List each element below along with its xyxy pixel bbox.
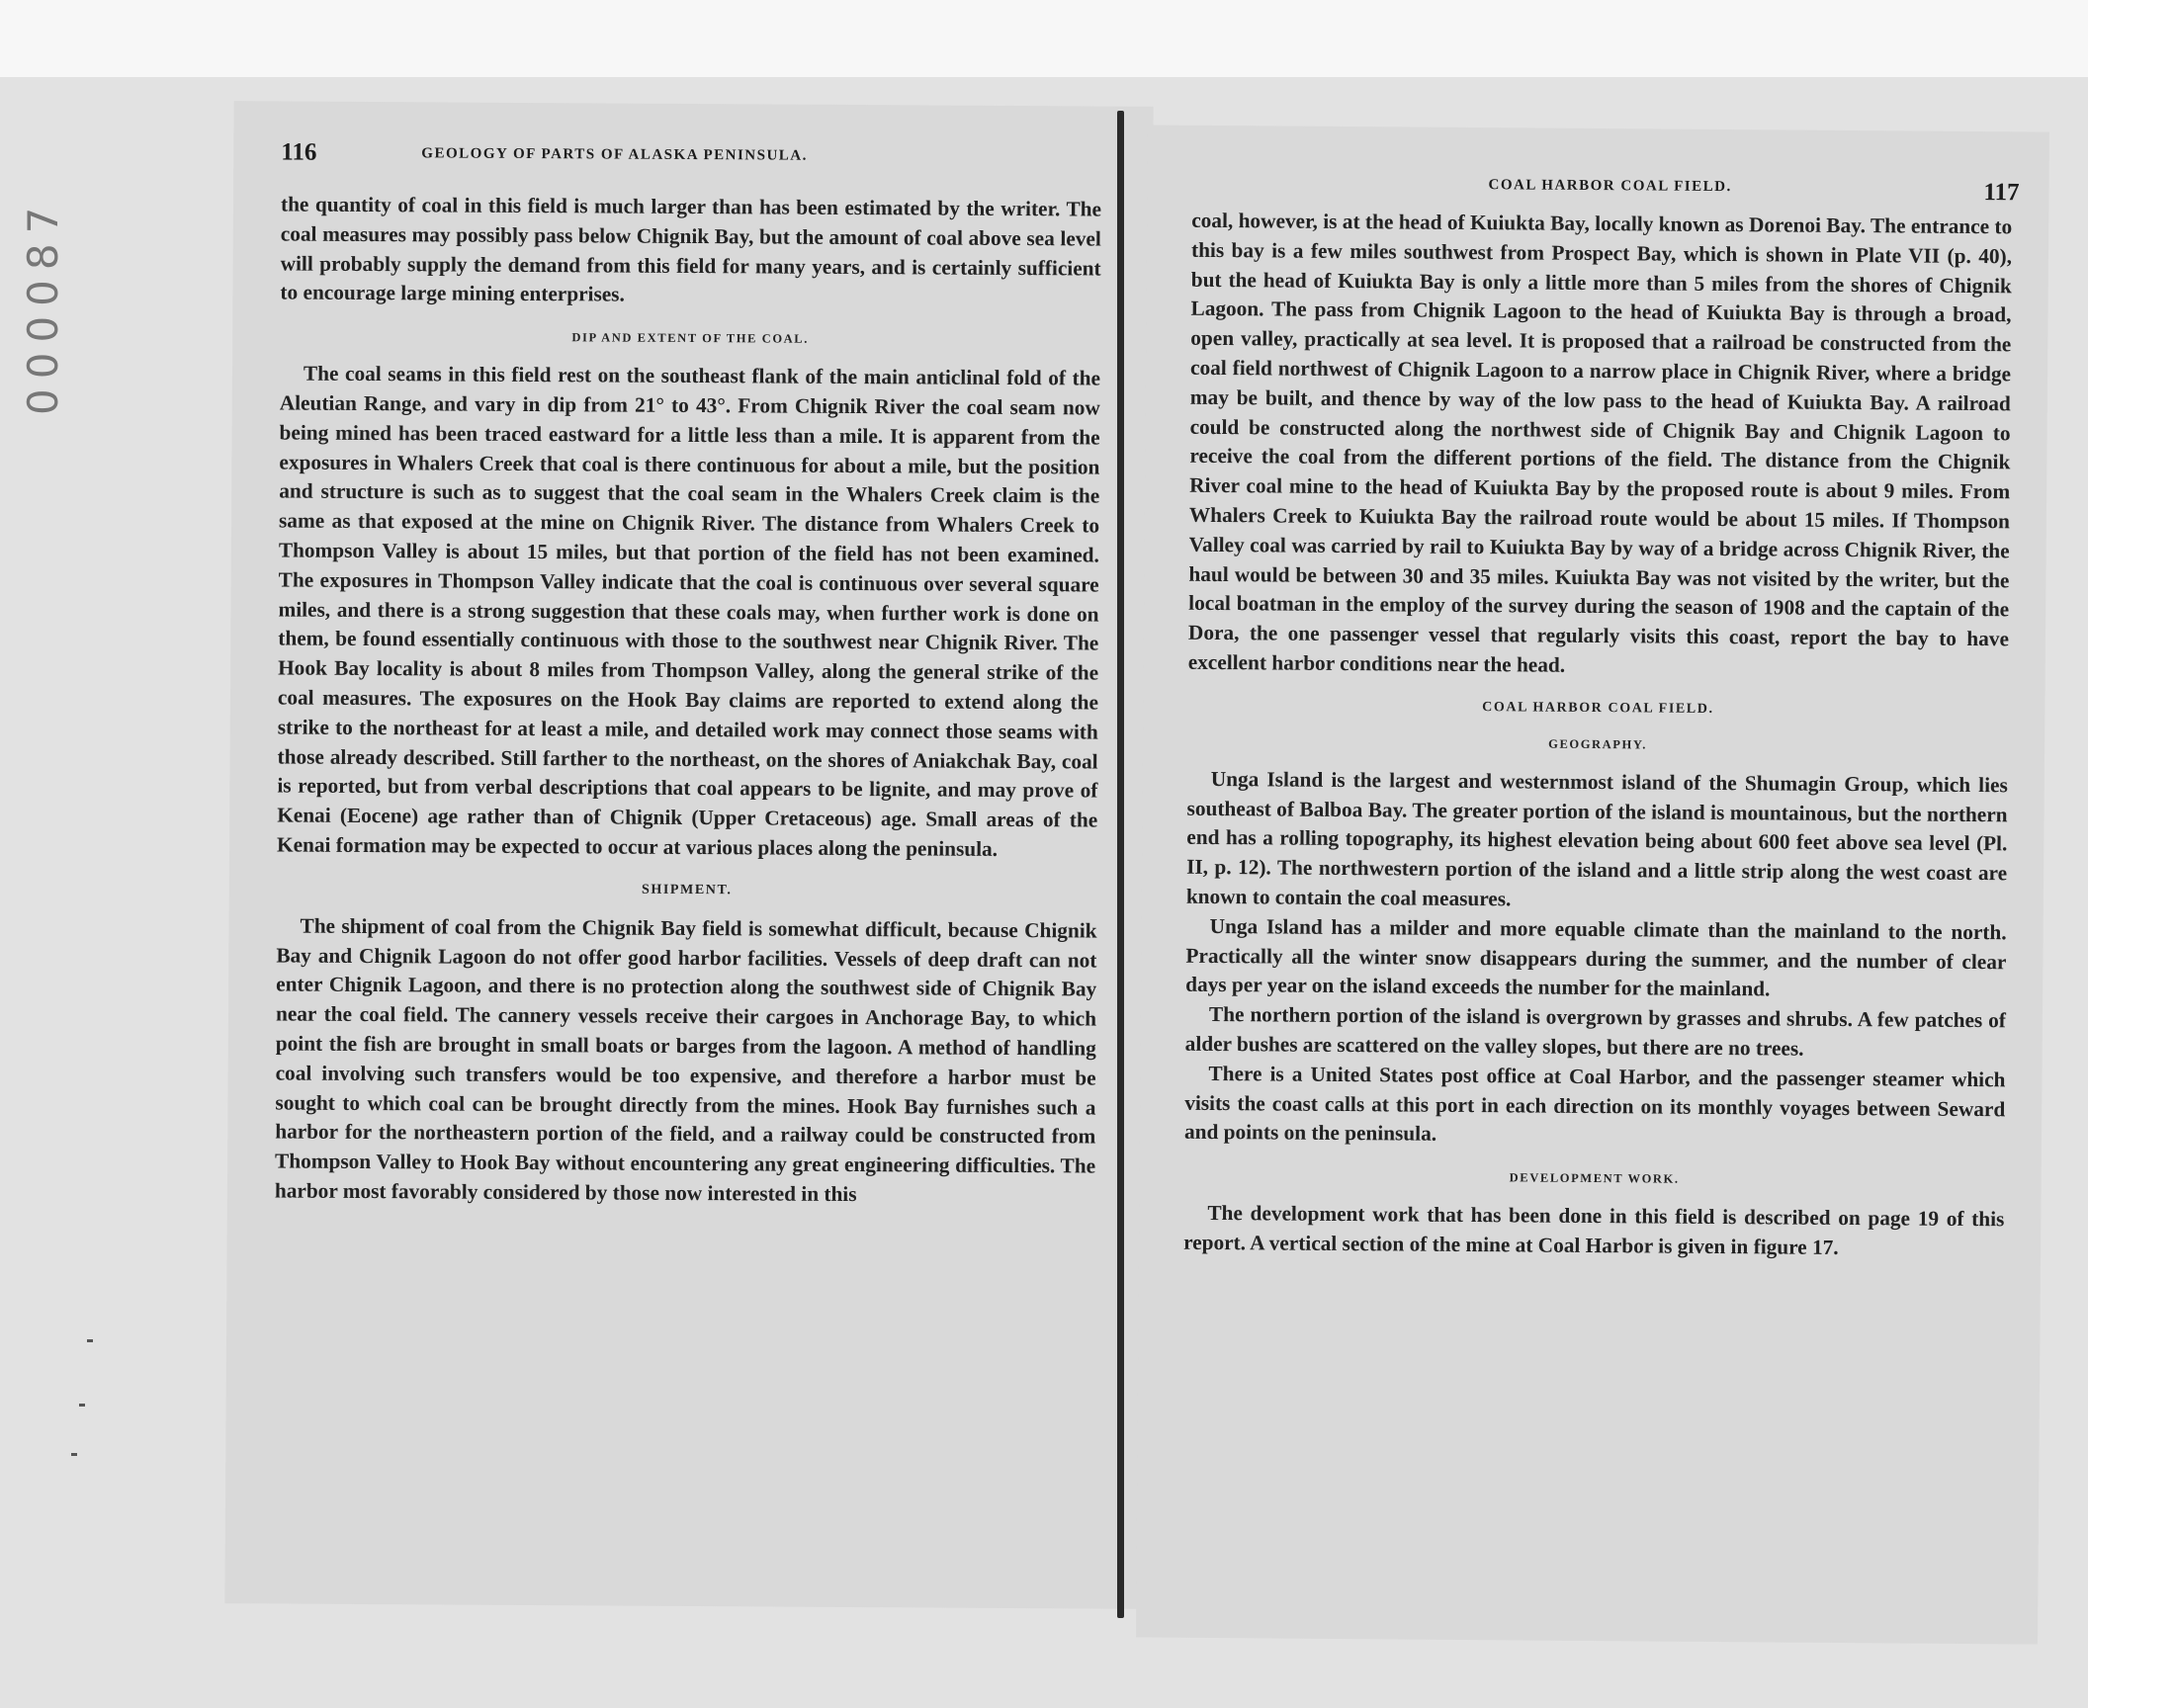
left-page-body xyxy=(275,190,1101,1211)
dip-extent-paragraph: The coal seams in this field rest on the southeast flank of the main anticlinal fold of the Aleutian Range, and vary in dip from 21° to 43°. From Chignik River the coal seam now being mined has been traced eastward for a little less than a mile. It is apparent from the exposures in Whalers Creek that coal is there continuous for about a mile, but the position and structure is such as to suggest that the coal seam in the Whalers Creek claim is the same as that exposed at the mine on Chignik River. The distance from Whalers Creek to Thompson Valley is about 15 miles, but that portion of the field has not been examined. The exposures in Thompson Valley indicate that the coal is continuous over several square miles, and there is a strong suggestion that these coals may, when further work is done on them, be found essentially continuous with those to the southwest near Chignik River. The Hook Bay locality is about 8 miles from Thompson Valley, along the general strike of the coal measures. The exposures on the Hook Bay claims are reported to extend along the strike to the northeast for at least a mile, and detailed work may connect those seams with those already described. Still farther to the northeast, on the shores of Aniakchak Bay, coal is reported, but from verbal descriptions that coal appears to be lignite, and may prove of Kenai (Eocene) age rather than of Chignik (Upper Cretaceous) age. Small areas of the Kenai formation may be expected to occur at various places along the peninsula. xyxy=(276,361,1101,861)
geography-paragraph-4: There is a United States post office at Coal Harbor, and the passenger steamer which visits the coast calls at this port in each direction on its monthly voyages between Seward and points on the peninsula. xyxy=(1183,1061,2006,1147)
binding-gutter xyxy=(1117,111,1124,1618)
right-page xyxy=(1136,125,2049,1644)
shipment-heading: SHIPMENT. xyxy=(641,882,733,898)
geography-paragraph-1: Unga Island is the largest and westernmost island of the Shumagin Group, which lies southeast of Balboa Bay. The greater portion of the island is mountainous, but the northern end has a rolling topography, its highest elevation being about 600 feet above sea level (Pl. II, p. 12). The northwestern portion of the island and a little strip along the west coast are known to contain the coal measures. xyxy=(1185,766,2008,911)
shipment-paragraph: The shipment of coal from the Chignik Bay field is somewhat difficult, because Chignik Bay and Chignik Lagoon do not offer good harbor facilities. Vessels of deep draft can not enter Chignik Lagoon, and there is no protection along the southwest side of Chignik Bay near the coal field. The cannery vessels receive their cargoes in Anchorage Bay, to which point the fish are brought in small boats or barges from the lagoon. A method of handling coal involving such transfers would be too expensive, and therefore a harbor must be sought to which coal can be brought directly from the mines. Hook Bay furnishes such a harbor for the northeastern portion of the field, and a railway could be constructed from Thompson Valley to Hook Bay without encountering any great engineering difficulties. The harbor most favorably considered by those now interested in this xyxy=(274,913,1097,1206)
right-opening-paragraph: coal, however, is at the head of Kuiukta Bay, locally known as Dorenoi Bay. The entrance to this bay is a few miles southwest from Prospect Bay, which is shown in Plate VII (p. 40), but the head of Kuiukta Bay is only a little more than 5 miles from the shores of Chignik Lagoon. The pass from Chignik Lagoon to the head of Kuiukta Bay is through a broad, open valley, practically at sea level. It is proposed that a railroad be constructed from the coal field northwest of Chignik Lagoon to a narrow place in Chignik River, where a bridge may be built, and thence by way of the low pass to the head of Kuiukta Bay. A railroad could be constructed along the northwest side of Chignik Bay and Chignik Lagoon to receive the coal from the different portions of the field. The distance from the Chignik River coal mine to the head of Kuiukta Bay by the proposed route is about 9 miles. From Whalers Creek to Kuiukta Bay the railroad route would be about 15 miles. If Thompson Valley coal was carried by rail to Kuiukta Bay by way of a bridge across Chignik River, the haul would be between 30 and 35 miles. Kuiukta Bay was not visited by the writer, but the local boatman in the employ of the survey during the season of 1908 and the captain of the Dora, the one passenger vessel that regularly visits this coast, report the bay to have excellent harbor conditions near the head. xyxy=(1187,208,2013,677)
development-work-paragraph: The development work that has been done in this field is described on page 19 of this report. A vertical section of the mine at Coal Harbor is given in figure 17. xyxy=(1183,1201,2005,1259)
geography-heading: GEOGRAPHY. xyxy=(1548,736,1648,752)
dip-extent-heading: DIP AND EXTENT OF THE COAL. xyxy=(571,330,809,346)
archive-stamp-number: 000087 xyxy=(19,197,67,415)
left-opening-paragraph: the quantity of coal in this field is much larger than has been estimated by the writer. The coal measures may possibly pass below Chignik Bay, but the amount of coal above sea level will probably supply the demand from this field for many years, and is certainly sufficient to encourage large mining enterprises. xyxy=(280,192,1102,306)
archive-stamp xyxy=(14,197,73,415)
geography-paragraph-2: Unga Island has a milder and more equable climate than the mainland to the north. Practically all the winter snow disappears during the summer, and the number of clear days per year on the island exceeds the number for the mainland. xyxy=(1185,913,2007,1001)
edge-mark xyxy=(79,1404,85,1407)
right-page-body xyxy=(1183,207,2012,1264)
left-page xyxy=(224,101,1153,1609)
left-page-number: 116 xyxy=(281,138,317,166)
coal-harbor-heading: COAL HARBOR COAL FIELD. xyxy=(1482,699,1714,717)
scan-margin xyxy=(2088,0,2175,1708)
right-running-title: COAL HARBOR COAL FIELD. xyxy=(1488,177,1732,196)
development-work-heading: DEVELOPMENT WORK. xyxy=(1509,1170,1680,1186)
edge-mark xyxy=(71,1453,77,1456)
left-running-title: GEOLOGY OF PARTS OF ALASKA PENINSULA. xyxy=(421,145,808,164)
right-page-number: 117 xyxy=(1983,179,2020,207)
edge-mark xyxy=(87,1339,93,1342)
geography-paragraph-3: The northern portion of the island is overgrown by grasses and shrubs. A few patches of alder bushes are scattered on the valley slopes, but there are no trees. xyxy=(1184,1002,2007,1061)
